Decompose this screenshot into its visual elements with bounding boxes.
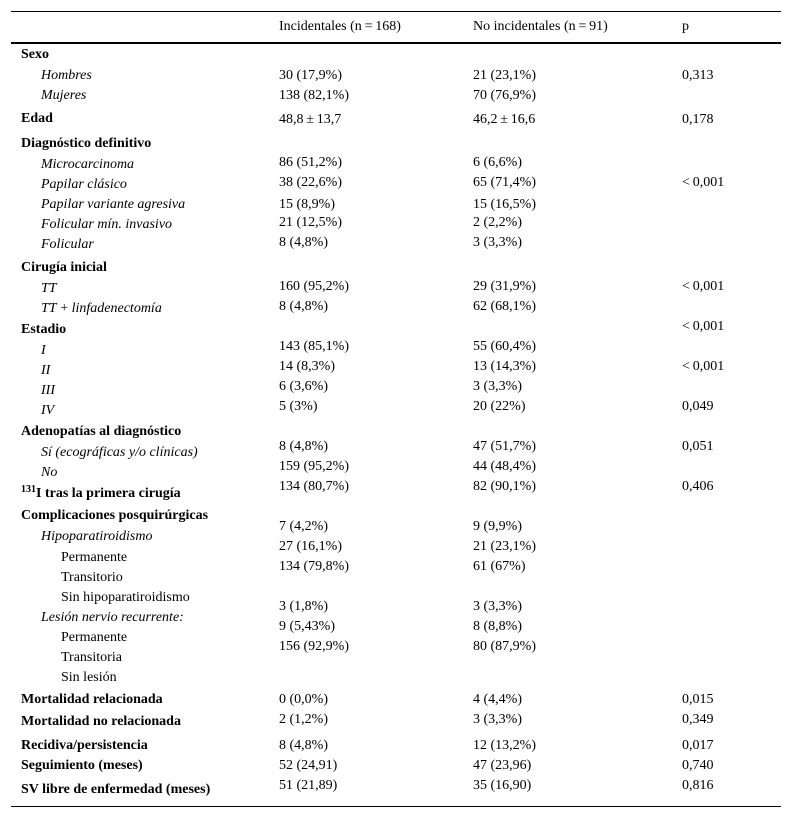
row-label: Mortalidad relacionada: [21, 692, 163, 707]
row-label: $^{131}$I tras la primera cirugía: [21, 484, 181, 501]
row-label: Sin lesión: [61, 670, 117, 685]
cell-no-incidentales: 55 (60,4%): [473, 339, 536, 354]
row-label: Sin hipoparatiroidismo: [61, 590, 190, 605]
row-label: Seguimiento (meses): [21, 758, 143, 773]
row-label: Cirugía inicial: [21, 260, 107, 275]
row-label: Recidiva/persistencia: [21, 738, 148, 753]
cell-p-value: 0,349: [682, 712, 714, 727]
row-label: II: [41, 363, 51, 378]
row-label: Estadio: [21, 322, 67, 337]
cell-incidentales: 48,8 ± 13,7: [279, 112, 342, 127]
cell-p-value: 0,051: [682, 439, 714, 454]
row-label: Folicular mín. invasivo: [41, 217, 173, 232]
cell-incidentales: 5 (3%): [279, 399, 318, 414]
row-label: III: [41, 383, 55, 398]
cell-incidentales: 14 (8,3%): [279, 359, 335, 374]
cell-incidentales: 30 (17,9%): [279, 68, 342, 83]
cell-no-incidentales: 8 (8,8%): [473, 619, 522, 634]
row-label: Mortalidad no relacionada: [21, 714, 181, 729]
cell-no-incidentales: 62 (68,1%): [473, 299, 536, 314]
cell-p-value: 0,178: [682, 112, 714, 127]
row-label: Papilar clásico: [41, 177, 127, 192]
cell-incidentales: 138 (82,1%): [279, 88, 349, 103]
row-label: Permanente: [61, 550, 128, 565]
cell-no-incidentales: 47 (51,7%): [473, 439, 536, 454]
row-label: Folicular: [41, 237, 94, 252]
cell-incidentales: 38 (22,6%): [279, 175, 342, 190]
cell-incidentales: 0 (0,0%): [279, 692, 328, 707]
cell-incidentales: 8 (4,8%): [279, 738, 328, 753]
cell-incidentales: 8 (4,8%): [279, 299, 328, 314]
cell-no-incidentales: 9 (9,9%): [473, 519, 522, 534]
row-label: Sí (ecográficas y/o clínicas): [41, 445, 198, 460]
cell-no-incidentales: 65 (71,4%): [473, 175, 536, 190]
cell-no-incidentales: 46,2 ± 16,6: [473, 112, 536, 127]
cell-no-incidentales: 21 (23,1%): [473, 539, 536, 554]
cell-incidentales: 9 (5,43%): [279, 619, 335, 634]
cell-incidentales: 52 (24,91): [279, 758, 338, 773]
cell-no-incidentales: 20 (22%): [473, 399, 526, 414]
table-top-rule: [11, 11, 781, 12]
row-label: Transitorio: [61, 570, 123, 585]
cell-incidentales: 27 (16,1%): [279, 539, 342, 554]
cell-no-incidentales: 3 (3,3%): [473, 599, 522, 614]
cell-incidentales: 143 (85,1%): [279, 339, 349, 354]
table-bottom-rule: [11, 806, 781, 807]
row-label: Microcarcinoma: [41, 157, 135, 172]
row-label: SV libre de enfermedad (meses): [21, 782, 211, 797]
cell-no-incidentales: 29 (31,9%): [473, 279, 536, 294]
cell-incidentales: 159 (95,2%): [279, 459, 349, 474]
cell-no-incidentales: 6 (6,6%): [473, 155, 522, 170]
cell-p-value: < 0,001: [682, 175, 725, 190]
cell-p-value: < 0,001: [682, 279, 725, 294]
cell-no-incidentales: 21 (23,1%): [473, 68, 536, 83]
row-label: Edad: [21, 111, 53, 126]
cell-incidentales: 86 (51,2%): [279, 155, 342, 170]
cell-p-value: 0,017: [682, 738, 714, 753]
cell-no-incidentales: 15 (16,5%): [473, 197, 536, 212]
cell-no-incidentales: 35 (16,90): [473, 778, 532, 793]
cell-p-value: 0,406: [682, 479, 714, 494]
cell-p-value: < 0,001: [682, 319, 725, 334]
cell-no-incidentales: 82 (90,1%): [473, 479, 536, 494]
row-label: Adenopatías al diagnóstico: [21, 424, 182, 439]
cell-incidentales: 8 (4,8%): [279, 439, 328, 454]
cell-no-incidentales: 2 (2,2%): [473, 215, 522, 230]
cell-no-incidentales: 12 (13,2%): [473, 738, 536, 753]
row-label-superscript: 131: [21, 484, 36, 495]
row-label: Complicaciones posquirúrgicas: [21, 508, 209, 523]
cell-incidentales: 51 (21,89): [279, 778, 338, 793]
cell-incidentales: 8 (4,8%): [279, 235, 328, 250]
row-label: Permanente: [61, 630, 128, 645]
row-label: Transitoria: [61, 650, 122, 665]
cell-incidentales: 156 (92,9%): [279, 639, 349, 654]
row-label: Diagnóstico definitivo: [21, 136, 152, 151]
cell-no-incidentales: 47 (23,96): [473, 758, 532, 773]
cell-incidentales: 134 (79,8%): [279, 559, 349, 574]
cell-no-incidentales: 70 (76,9%): [473, 88, 536, 103]
cell-incidentales: 21 (12,5%): [279, 215, 342, 230]
cell-p-value: < 0,001: [682, 359, 725, 374]
cell-no-incidentales: 13 (14,3%): [473, 359, 536, 374]
cell-no-incidentales: 80 (87,9%): [473, 639, 536, 654]
row-label: Sexo: [21, 47, 49, 62]
cell-incidentales: 3 (1,8%): [279, 599, 328, 614]
row-label: Papilar variante agresiva: [41, 197, 186, 212]
cell-p-value: 0,816: [682, 778, 714, 793]
cell-incidentales: 2 (1,2%): [279, 712, 328, 727]
row-label: TT: [41, 281, 57, 296]
cell-no-incidentales: 4 (4,4%): [473, 692, 522, 707]
row-label: Hipoparatiroidismo: [41, 529, 153, 544]
cell-incidentales: 15 (8,9%): [279, 197, 335, 212]
row-label: Lesión nervio recurrente:: [41, 610, 184, 625]
row-label: IV: [41, 403, 55, 418]
cell-no-incidentales: 3 (3,3%): [473, 379, 522, 394]
cell-no-incidentales: 3 (3,3%): [473, 712, 522, 727]
header-p: p: [682, 19, 689, 34]
cell-no-incidentales: 44 (48,4%): [473, 459, 536, 474]
cell-incidentales: 6 (3,6%): [279, 379, 328, 394]
cell-incidentales: 134 (80,7%): [279, 479, 349, 494]
cell-p-value: 0,049: [682, 399, 714, 414]
header-rule: [11, 42, 781, 44]
cell-p-value: 0,313: [682, 68, 714, 83]
row-label: TT + linfadenectomía: [41, 301, 162, 316]
header-incidentales: Incidentales (n = 168): [279, 19, 401, 34]
header-no-incidentales: No incidentales (n = 91): [473, 19, 608, 34]
row-label: Mujeres: [41, 88, 87, 103]
cell-p-value: 0,015: [682, 692, 714, 707]
cell-no-incidentales: 3 (3,3%): [473, 235, 522, 250]
cell-p-value: 0,740: [682, 758, 714, 773]
row-label: I: [41, 343, 46, 358]
cell-no-incidentales: 61 (67%): [473, 559, 526, 574]
row-label: No: [41, 465, 58, 480]
cell-incidentales: 160 (95,2%): [279, 279, 349, 294]
cell-incidentales: 7 (4,2%): [279, 519, 328, 534]
row-label: Hombres: [41, 68, 92, 83]
